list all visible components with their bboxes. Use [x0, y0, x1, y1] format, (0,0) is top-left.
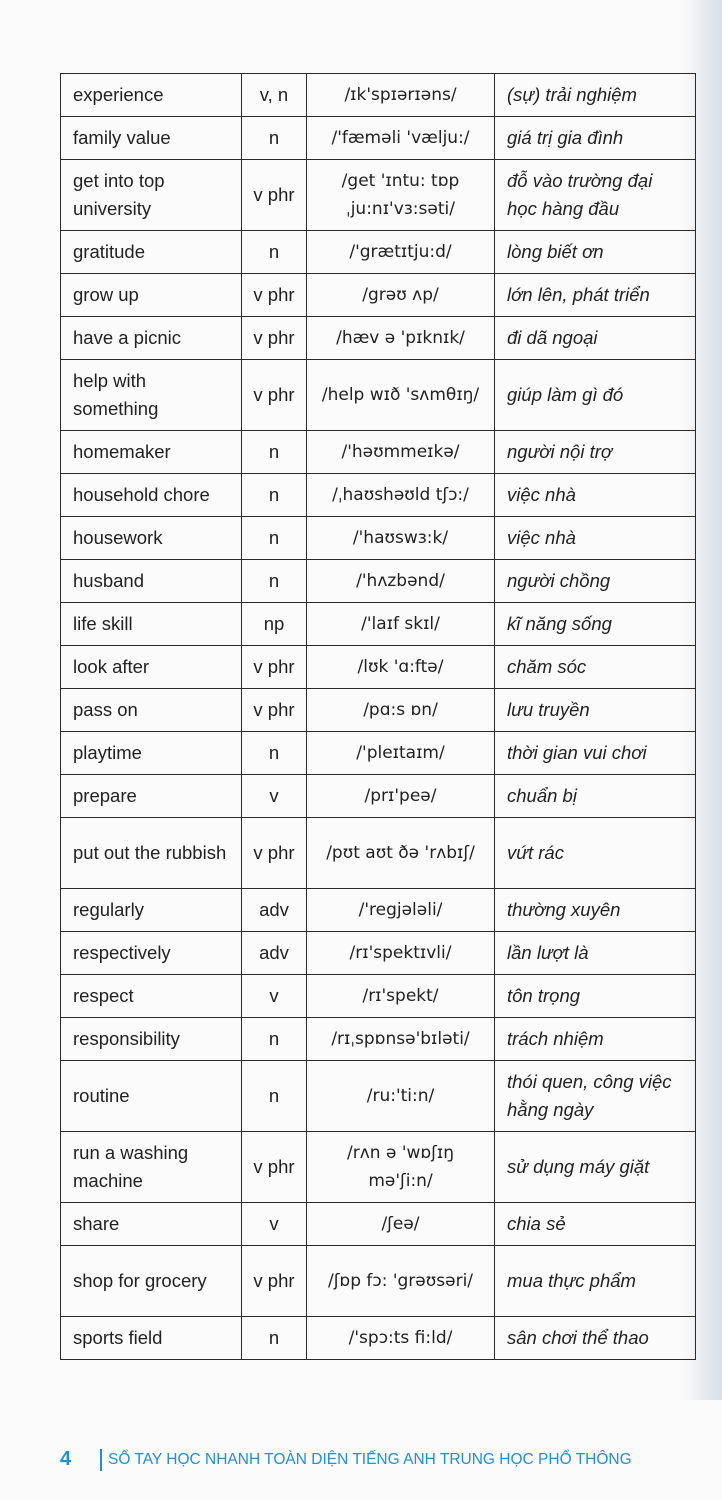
- part-of-speech-cell: n: [242, 431, 307, 474]
- table-row: [61, 732, 696, 775]
- pronunciation-cell: /rɪ'spekt/: [307, 975, 495, 1018]
- meaning-cell: việc nhà: [495, 517, 696, 560]
- word-cell: prepare: [61, 775, 242, 818]
- table-row: [61, 274, 696, 317]
- word-cell: life skill: [61, 603, 242, 646]
- table-row: [61, 975, 696, 1018]
- word-cell: put out the rubbish: [61, 818, 242, 889]
- part-of-speech-cell: v: [242, 1203, 307, 1246]
- table-row: [61, 160, 696, 231]
- pronunciation-cell: /'laɪf skɪl/: [307, 603, 495, 646]
- pronunciation-cell: /'fæməli 'vælju:/: [307, 117, 495, 160]
- meaning-cell: sử dụng máy giặt: [495, 1132, 696, 1203]
- pronunciation-cell: /'grætɪtju:d/: [307, 231, 495, 274]
- part-of-speech-cell: v phr: [242, 274, 307, 317]
- meaning-cell: giúp làm gì đó: [495, 360, 696, 431]
- meaning-cell: lưu truyền: [495, 689, 696, 732]
- word-cell: gratitude: [61, 231, 242, 274]
- meaning-cell: người nội trợ: [495, 431, 696, 474]
- part-of-speech-cell: v phr: [242, 646, 307, 689]
- meaning-cell: thường xuyên: [495, 889, 696, 932]
- part-of-speech-cell: v phr: [242, 689, 307, 732]
- part-of-speech-cell: n: [242, 1018, 307, 1061]
- meaning-cell: chăm sóc: [495, 646, 696, 689]
- part-of-speech-cell: v phr: [242, 1132, 307, 1203]
- table-row: [61, 474, 696, 517]
- meaning-cell: người chồng: [495, 560, 696, 603]
- word-cell: household chore: [61, 474, 242, 517]
- part-of-speech-cell: v phr: [242, 1246, 307, 1317]
- pronunciation-cell: /ɪk'spɪərɪəns/: [307, 74, 495, 117]
- word-cell: husband: [61, 560, 242, 603]
- meaning-cell: tôn trọng: [495, 975, 696, 1018]
- pronunciation-cell: /'həʊmmeɪkə/: [307, 431, 495, 474]
- word-cell: share: [61, 1203, 242, 1246]
- part-of-speech-cell: v phr: [242, 160, 307, 231]
- table-row: [61, 231, 696, 274]
- page-footer: [60, 1448, 632, 1471]
- meaning-cell: sân chơi thể thao: [495, 1317, 696, 1360]
- meaning-cell: việc nhà: [495, 474, 696, 517]
- meaning-cell: vứt rác: [495, 818, 696, 889]
- word-cell: respectively: [61, 932, 242, 975]
- word-cell: look after: [61, 646, 242, 689]
- word-cell: grow up: [61, 274, 242, 317]
- pronunciation-cell: /'haʊswɜ:k/: [307, 517, 495, 560]
- part-of-speech-cell: n: [242, 1061, 307, 1132]
- part-of-speech-cell: v, n: [242, 74, 307, 117]
- table-row: [61, 603, 696, 646]
- table-row: [61, 360, 696, 431]
- meaning-cell: kĩ năng sống: [495, 603, 696, 646]
- part-of-speech-cell: n: [242, 732, 307, 775]
- table-row: [61, 1132, 696, 1203]
- pronunciation-cell: /prɪ'peə/: [307, 775, 495, 818]
- word-cell: have a picnic: [61, 317, 242, 360]
- pronunciation-cell: /rɪˌspɒnsə'bɪləti/: [307, 1018, 495, 1061]
- table-row: [61, 117, 696, 160]
- table-row: [61, 560, 696, 603]
- meaning-cell: (sự) trải nghiệm: [495, 74, 696, 117]
- part-of-speech-cell: v: [242, 975, 307, 1018]
- meaning-cell: lần lượt là: [495, 932, 696, 975]
- pronunciation-cell: /lʊk 'ɑ:ftə/: [307, 646, 495, 689]
- word-cell: family value: [61, 117, 242, 160]
- meaning-cell: mua thực phẩm: [495, 1246, 696, 1317]
- vocabulary-table: [60, 73, 696, 1360]
- pronunciation-cell: /ˌhaʊshəʊld tʃɔ:/: [307, 474, 495, 517]
- part-of-speech-cell: n: [242, 560, 307, 603]
- word-cell: regularly: [61, 889, 242, 932]
- table-row: [61, 1317, 696, 1360]
- part-of-speech-cell: n: [242, 474, 307, 517]
- meaning-cell: đỗ vào trường đại học hàng đầu: [495, 160, 696, 231]
- pronunciation-cell: /ru:'ti:n/: [307, 1061, 495, 1132]
- meaning-cell: chuẩn bị: [495, 775, 696, 818]
- part-of-speech-cell: adv: [242, 889, 307, 932]
- footer-divider: [100, 1449, 102, 1471]
- word-cell: experience: [61, 74, 242, 117]
- part-of-speech-cell: v phr: [242, 317, 307, 360]
- meaning-cell: đi dã ngoại: [495, 317, 696, 360]
- table-row: [61, 431, 696, 474]
- part-of-speech-cell: n: [242, 117, 307, 160]
- part-of-speech-cell: n: [242, 231, 307, 274]
- page-number: 4: [60, 1448, 72, 1470]
- word-cell: help with something: [61, 360, 242, 431]
- pronunciation-cell: /hæv ə 'pɪknɪk/: [307, 317, 495, 360]
- pronunciation-cell: /rʌn ə 'wɒʃɪŋ mə'ʃi:n/: [307, 1132, 495, 1203]
- table-row: [61, 317, 696, 360]
- part-of-speech-cell: np: [242, 603, 307, 646]
- word-cell: sports field: [61, 1317, 242, 1360]
- pronunciation-cell: /'pleɪtaɪm/: [307, 732, 495, 775]
- word-cell: run a washing machine: [61, 1132, 242, 1203]
- table-row: [61, 689, 696, 732]
- table-row: [61, 1018, 696, 1061]
- part-of-speech-cell: n: [242, 1317, 307, 1360]
- word-cell: routine: [61, 1061, 242, 1132]
- part-of-speech-cell: v: [242, 775, 307, 818]
- table-row: [61, 74, 696, 117]
- pronunciation-cell: /help wɪð 'sʌmθɪŋ/: [307, 360, 495, 431]
- table-row: [61, 646, 696, 689]
- word-cell: respect: [61, 975, 242, 1018]
- meaning-cell: chia sẻ: [495, 1203, 696, 1246]
- pronunciation-cell: /pʊt aʊt ðə 'rʌbɪʃ/: [307, 818, 495, 889]
- meaning-cell: lòng biết ơn: [495, 231, 696, 274]
- meaning-cell: thời gian vui chơi: [495, 732, 696, 775]
- meaning-cell: lớn lên, phát triển: [495, 274, 696, 317]
- part-of-speech-cell: v phr: [242, 360, 307, 431]
- word-cell: get into top university: [61, 160, 242, 231]
- meaning-cell: giá trị gia đình: [495, 117, 696, 160]
- pronunciation-cell: /grəʊ ʌp/: [307, 274, 495, 317]
- part-of-speech-cell: n: [242, 517, 307, 560]
- book-title: SỔ TAY HỌC NHANH TOÀN DIỆN TIẾNG ANH TRUNG HỌC PHỔ THÔNG: [108, 1450, 632, 1468]
- part-of-speech-cell: v phr: [242, 818, 307, 889]
- table-row: [61, 1203, 696, 1246]
- table-row: [61, 517, 696, 560]
- table-row: [61, 889, 696, 932]
- table-row: [61, 1246, 696, 1317]
- pronunciation-cell: /ʃɒp fɔ: 'grəʊsəri/: [307, 1246, 495, 1317]
- word-cell: homemaker: [61, 431, 242, 474]
- meaning-cell: trách nhiệm: [495, 1018, 696, 1061]
- table-row: [61, 775, 696, 818]
- pronunciation-cell: /'hʌzbənd/: [307, 560, 495, 603]
- pronunciation-cell: /rɪ'spektɪvli/: [307, 932, 495, 975]
- meaning-cell: thói quen, công việc hằng ngày: [495, 1061, 696, 1132]
- pronunciation-cell: /'spɔ:ts fi:ld/: [307, 1317, 495, 1360]
- word-cell: shop for grocery: [61, 1246, 242, 1317]
- pronunciation-cell: /ʃeə/: [307, 1203, 495, 1246]
- pronunciation-cell: /'regjələli/: [307, 889, 495, 932]
- table-row: [61, 1061, 696, 1132]
- part-of-speech-cell: adv: [242, 932, 307, 975]
- table-row: [61, 932, 696, 975]
- word-cell: responsibility: [61, 1018, 242, 1061]
- pronunciation-cell: /pɑ:s ɒn/: [307, 689, 495, 732]
- pronunciation-cell: /get 'ɪntu: tɒp ˌju:nɪ'vɜ:səti/: [307, 160, 495, 231]
- word-cell: pass on: [61, 689, 242, 732]
- word-cell: housework: [61, 517, 242, 560]
- word-cell: playtime: [61, 732, 242, 775]
- table-row: [61, 818, 696, 889]
